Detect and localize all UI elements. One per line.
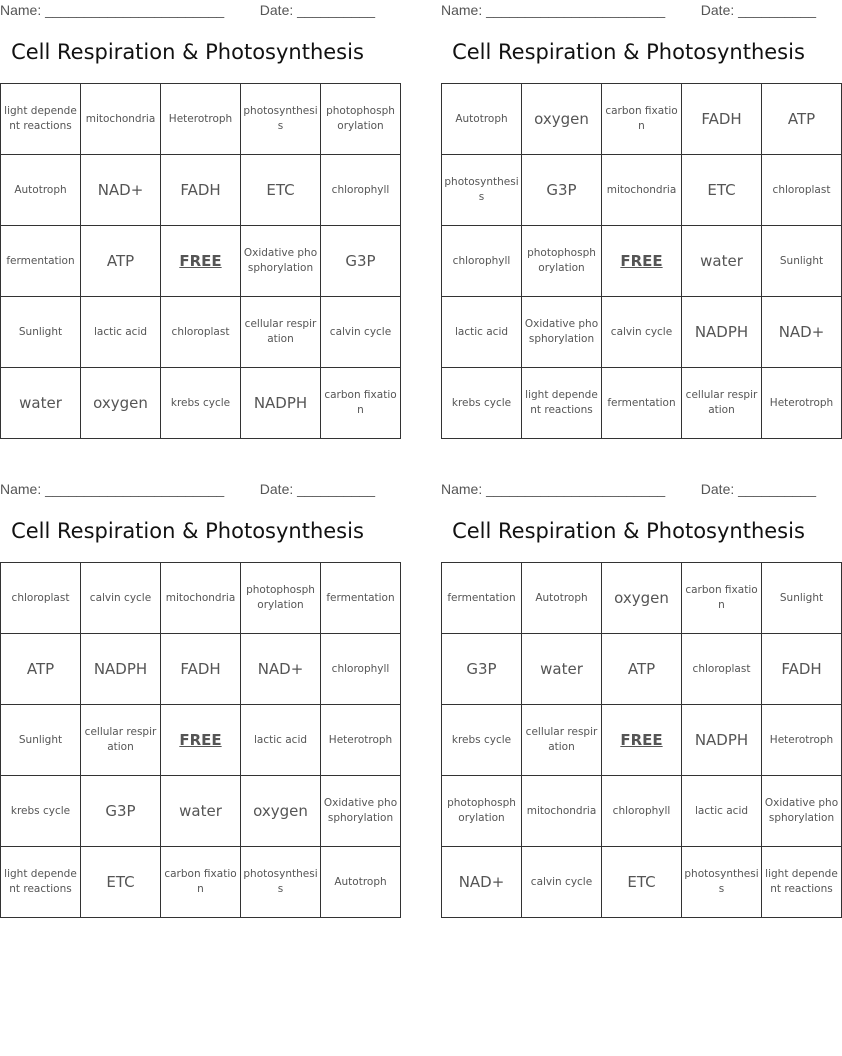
bingo-cell: ETC bbox=[81, 847, 161, 918]
bingo-cell: light dependent reactions bbox=[762, 847, 842, 918]
grid-row bbox=[442, 634, 842, 705]
bingo-cell: fermentation bbox=[1, 226, 81, 297]
bingo-cell: chlorophyll bbox=[321, 155, 401, 226]
grid-row bbox=[442, 84, 842, 155]
grid-row bbox=[1, 368, 401, 439]
grid-row bbox=[442, 226, 842, 297]
bingo-cell: photophosphorylation bbox=[522, 226, 602, 297]
grid-row bbox=[442, 297, 842, 368]
bingo-cell: Oxidative phosphorylation bbox=[522, 297, 602, 368]
bingo-cell: chloroplast bbox=[161, 297, 241, 368]
bingo-cell: carbon fixation bbox=[161, 847, 241, 918]
bingo-cell: ETC bbox=[241, 155, 321, 226]
bingo-cell: ATP bbox=[762, 84, 842, 155]
bingo-cell: cellular respiration bbox=[81, 705, 161, 776]
bingo-grid bbox=[441, 562, 842, 918]
bingo-cell: Heterotroph bbox=[321, 705, 401, 776]
bingo-cell: lactic acid bbox=[682, 776, 762, 847]
bingo-cell: ATP bbox=[602, 634, 682, 705]
bingo-cell: chloroplast bbox=[762, 155, 842, 226]
bingo-cell: water bbox=[1, 368, 81, 439]
bingo-cell: G3P bbox=[442, 634, 522, 705]
bingo-cell: photosynthesis bbox=[442, 155, 522, 226]
bingo-cell: photosynthesis bbox=[682, 847, 762, 918]
bingo-cell: NAD+ bbox=[241, 634, 321, 705]
bingo-cell: krebs cycle bbox=[161, 368, 241, 439]
grid-row bbox=[1, 563, 401, 634]
bingo-cell: Autotroph bbox=[522, 563, 602, 634]
bingo-cell: Sunlight bbox=[762, 226, 842, 297]
bingo-cell: light dependent reactions bbox=[522, 368, 602, 439]
bingo-cell: oxygen bbox=[241, 776, 321, 847]
grid-row bbox=[1, 776, 401, 847]
bingo-cell: lactic acid bbox=[241, 705, 321, 776]
bingo-grid bbox=[0, 83, 401, 439]
name-field-label: Name: _______________________ bbox=[0, 2, 225, 18]
bingo-cell: ETC bbox=[602, 847, 682, 918]
bingo-cell: Autotroph bbox=[442, 84, 522, 155]
bingo-cell: calvin cycle bbox=[321, 297, 401, 368]
date-field-label: Date: __________ bbox=[259, 481, 375, 497]
grid-row bbox=[442, 705, 842, 776]
bingo-cell: Heterotroph bbox=[161, 84, 241, 155]
name-date-row bbox=[441, 0, 816, 22]
bingo-cell: lactic acid bbox=[442, 297, 522, 368]
date-field-label: Date: __________ bbox=[259, 2, 375, 18]
grid-row bbox=[1, 847, 401, 918]
name-field-label: Name: _______________________ bbox=[441, 481, 666, 497]
name-date-row bbox=[0, 0, 375, 22]
grid-row bbox=[442, 563, 842, 634]
bingo-cell: fermentation bbox=[442, 563, 522, 634]
bingo-cell: chlorophyll bbox=[321, 634, 401, 705]
bingo-cell: Sunlight bbox=[1, 297, 81, 368]
bingo-cell: chlorophyll bbox=[602, 776, 682, 847]
bingo-cell: carbon fixation bbox=[602, 84, 682, 155]
bingo-cell: FADH bbox=[762, 634, 842, 705]
grid-row bbox=[1, 155, 401, 226]
name-date-row bbox=[441, 479, 816, 501]
name-field-label: Name: _______________________ bbox=[0, 481, 225, 497]
bingo-cell: light dependent reactions bbox=[1, 84, 81, 155]
card-title: Cell Respiration & Photosynthesis bbox=[11, 519, 364, 543]
bingo-cell: water bbox=[161, 776, 241, 847]
card-title: Cell Respiration & Photosynthesis bbox=[11, 40, 364, 64]
bingo-cell: Sunlight bbox=[762, 563, 842, 634]
bingo-cell: oxygen bbox=[81, 368, 161, 439]
bingo-cell: lactic acid bbox=[81, 297, 161, 368]
bingo-cell: Sunlight bbox=[1, 705, 81, 776]
bingo-cell: photosynthesis bbox=[241, 847, 321, 918]
free-space-cell: FREE bbox=[602, 226, 682, 297]
card-title: Cell Respiration & Photosynthesis bbox=[452, 40, 805, 64]
bingo-cell: Autotroph bbox=[321, 847, 401, 918]
bingo-cell: mitochondria bbox=[522, 776, 602, 847]
bingo-cell: G3P bbox=[321, 226, 401, 297]
free-space-cell: FREE bbox=[602, 705, 682, 776]
bingo-cell: Oxidative phosphorylation bbox=[321, 776, 401, 847]
bingo-cell: cellular respiration bbox=[241, 297, 321, 368]
grid-row bbox=[1, 226, 401, 297]
bingo-cell: photophosphorylation bbox=[442, 776, 522, 847]
bingo-cell: ATP bbox=[1, 634, 81, 705]
bingo-cell: oxygen bbox=[602, 563, 682, 634]
bingo-cell: mitochondria bbox=[161, 563, 241, 634]
bingo-cell: cellular respiration bbox=[682, 368, 762, 439]
bingo-cell: NADPH bbox=[241, 368, 321, 439]
bingo-cell: Oxidative phosphorylation bbox=[241, 226, 321, 297]
bingo-cell: G3P bbox=[81, 776, 161, 847]
bingo-cell: NADPH bbox=[682, 297, 762, 368]
grid-row bbox=[442, 847, 842, 918]
bingo-cell: NAD+ bbox=[442, 847, 522, 918]
bingo-cell: chloroplast bbox=[682, 634, 762, 705]
bingo-cell: photophosphorylation bbox=[241, 563, 321, 634]
name-date-row bbox=[0, 479, 375, 501]
grid-row bbox=[442, 155, 842, 226]
bingo-cell: Heterotroph bbox=[762, 368, 842, 439]
bingo-cell: mitochondria bbox=[602, 155, 682, 226]
card-title: Cell Respiration & Photosynthesis bbox=[452, 519, 805, 543]
bingo-grid bbox=[0, 562, 401, 918]
bingo-cell: NADPH bbox=[682, 705, 762, 776]
bingo-cell: FADH bbox=[161, 634, 241, 705]
bingo-cell: fermentation bbox=[602, 368, 682, 439]
bingo-cell: Heterotroph bbox=[762, 705, 842, 776]
grid-row bbox=[442, 776, 842, 847]
bingo-cell: calvin cycle bbox=[602, 297, 682, 368]
bingo-cell: water bbox=[522, 634, 602, 705]
bingo-cell: G3P bbox=[522, 155, 602, 226]
bingo-cell: chlorophyll bbox=[442, 226, 522, 297]
bingo-cell: light dependent reactions bbox=[1, 847, 81, 918]
bingo-cell: carbon fixation bbox=[682, 563, 762, 634]
grid-row bbox=[442, 368, 842, 439]
bingo-cell: photosynthesis bbox=[241, 84, 321, 155]
bingo-cell: NAD+ bbox=[762, 297, 842, 368]
bingo-cell: fermentation bbox=[321, 563, 401, 634]
bingo-cell: ETC bbox=[682, 155, 762, 226]
free-space-cell: FREE bbox=[161, 705, 241, 776]
bingo-cell: Oxidative phosphorylation bbox=[762, 776, 842, 847]
bingo-cell: FADH bbox=[682, 84, 762, 155]
name-field-label: Name: _______________________ bbox=[441, 2, 666, 18]
bingo-cell: NAD+ bbox=[81, 155, 161, 226]
bingo-cell: oxygen bbox=[522, 84, 602, 155]
bingo-cell: carbon fixation bbox=[321, 368, 401, 439]
bingo-cell: NADPH bbox=[81, 634, 161, 705]
free-space-cell: FREE bbox=[161, 226, 241, 297]
bingo-cell: water bbox=[682, 226, 762, 297]
grid-row bbox=[1, 634, 401, 705]
bingo-cell: cellular respiration bbox=[522, 705, 602, 776]
bingo-cell: photophosphorylation bbox=[321, 84, 401, 155]
bingo-cell: Autotroph bbox=[1, 155, 81, 226]
date-field-label: Date: __________ bbox=[700, 2, 816, 18]
bingo-cell: calvin cycle bbox=[81, 563, 161, 634]
grid-row bbox=[1, 297, 401, 368]
bingo-cell: krebs cycle bbox=[442, 705, 522, 776]
bingo-cell: ATP bbox=[81, 226, 161, 297]
bingo-cell: chloroplast bbox=[1, 563, 81, 634]
grid-row bbox=[1, 84, 401, 155]
date-field-label: Date: __________ bbox=[700, 481, 816, 497]
bingo-cell: krebs cycle bbox=[442, 368, 522, 439]
bingo-cell: krebs cycle bbox=[1, 776, 81, 847]
bingo-cell: FADH bbox=[161, 155, 241, 226]
grid-row bbox=[1, 705, 401, 776]
bingo-cell: mitochondria bbox=[81, 84, 161, 155]
bingo-grid bbox=[441, 83, 842, 439]
bingo-cell: calvin cycle bbox=[522, 847, 602, 918]
